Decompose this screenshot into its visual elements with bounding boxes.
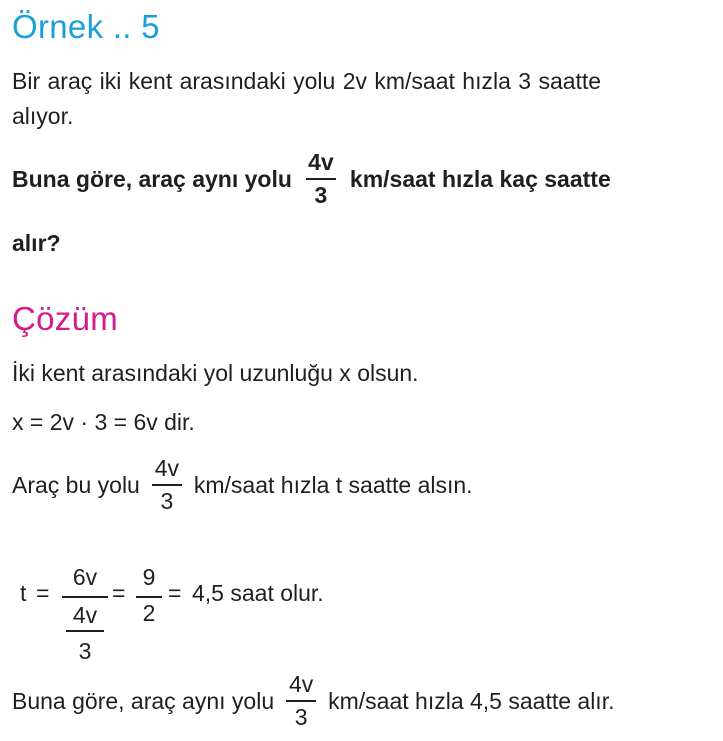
equation-fraction2-numerator: 9 xyxy=(142,564,156,590)
equation-outer-numerator: 6v xyxy=(72,564,98,590)
equation-inner-denominator: 3 xyxy=(78,638,92,664)
final-line-pre: Buna göre, araç aynı yolu xyxy=(12,687,275,714)
equation-outer-bar xyxy=(62,596,108,598)
question-line1 xyxy=(12,146,611,212)
problem-statement-line1: Bir araç iki kent arasındaki yolu 2v km/saat hızla 3 saatte xyxy=(12,68,602,94)
solution-line3-post: km/saat hızla t saatte alsın. xyxy=(193,471,473,498)
solution-line3-fraction-denominator: 3 xyxy=(160,488,174,514)
equation-fraction2-denominator: 2 xyxy=(142,600,156,626)
question-fraction xyxy=(306,151,336,207)
question-text-pre: Buna göre, araç aynı yolu xyxy=(12,165,292,192)
question-fraction-bar xyxy=(306,178,336,180)
equation-equals-1: = xyxy=(36,580,50,606)
final-fraction xyxy=(286,673,316,729)
final-fraction-denominator: 3 xyxy=(294,704,308,730)
equation-fraction2-bar xyxy=(136,596,162,598)
equation-equals-2: = xyxy=(112,580,126,606)
example-title: Örnek .. 5 xyxy=(12,8,160,45)
equation-result: 4,5 saat olur. xyxy=(192,580,324,606)
equation-inner-bar xyxy=(66,630,104,632)
question-fraction-denominator: 3 xyxy=(314,182,328,208)
solution-line3 xyxy=(12,452,473,518)
solution-line3-pre: Araç bu yolu xyxy=(12,471,140,498)
solution-line2: x = 2v · 3 = 6v dir. xyxy=(12,409,195,435)
final-line xyxy=(12,668,614,734)
question-line2: alır? xyxy=(12,230,61,256)
final-line-post: km/saat hızla 4,5 saatte alır. xyxy=(328,687,615,714)
final-fraction-numerator: 4v xyxy=(288,671,314,697)
equation-equals-3: = xyxy=(168,580,182,606)
question-text-post: km/saat hızla kaç saatte xyxy=(349,165,611,192)
question-fraction-numerator: 4v xyxy=(308,149,334,175)
problem-statement-line2: alıyor. xyxy=(12,103,74,129)
solution-line3-fraction-numerator: 4v xyxy=(154,455,179,481)
solution-line3-fraction xyxy=(152,457,182,513)
equation-t: t xyxy=(20,580,27,606)
final-fraction-bar xyxy=(286,700,316,702)
solution-line1: İki kent arasındaki yol uzunluğu x olsun. xyxy=(12,360,419,386)
equation-inner-numerator: 4v xyxy=(72,602,98,628)
solution-line3-fraction-bar xyxy=(152,484,182,486)
solution-title: Çözüm xyxy=(12,300,119,337)
